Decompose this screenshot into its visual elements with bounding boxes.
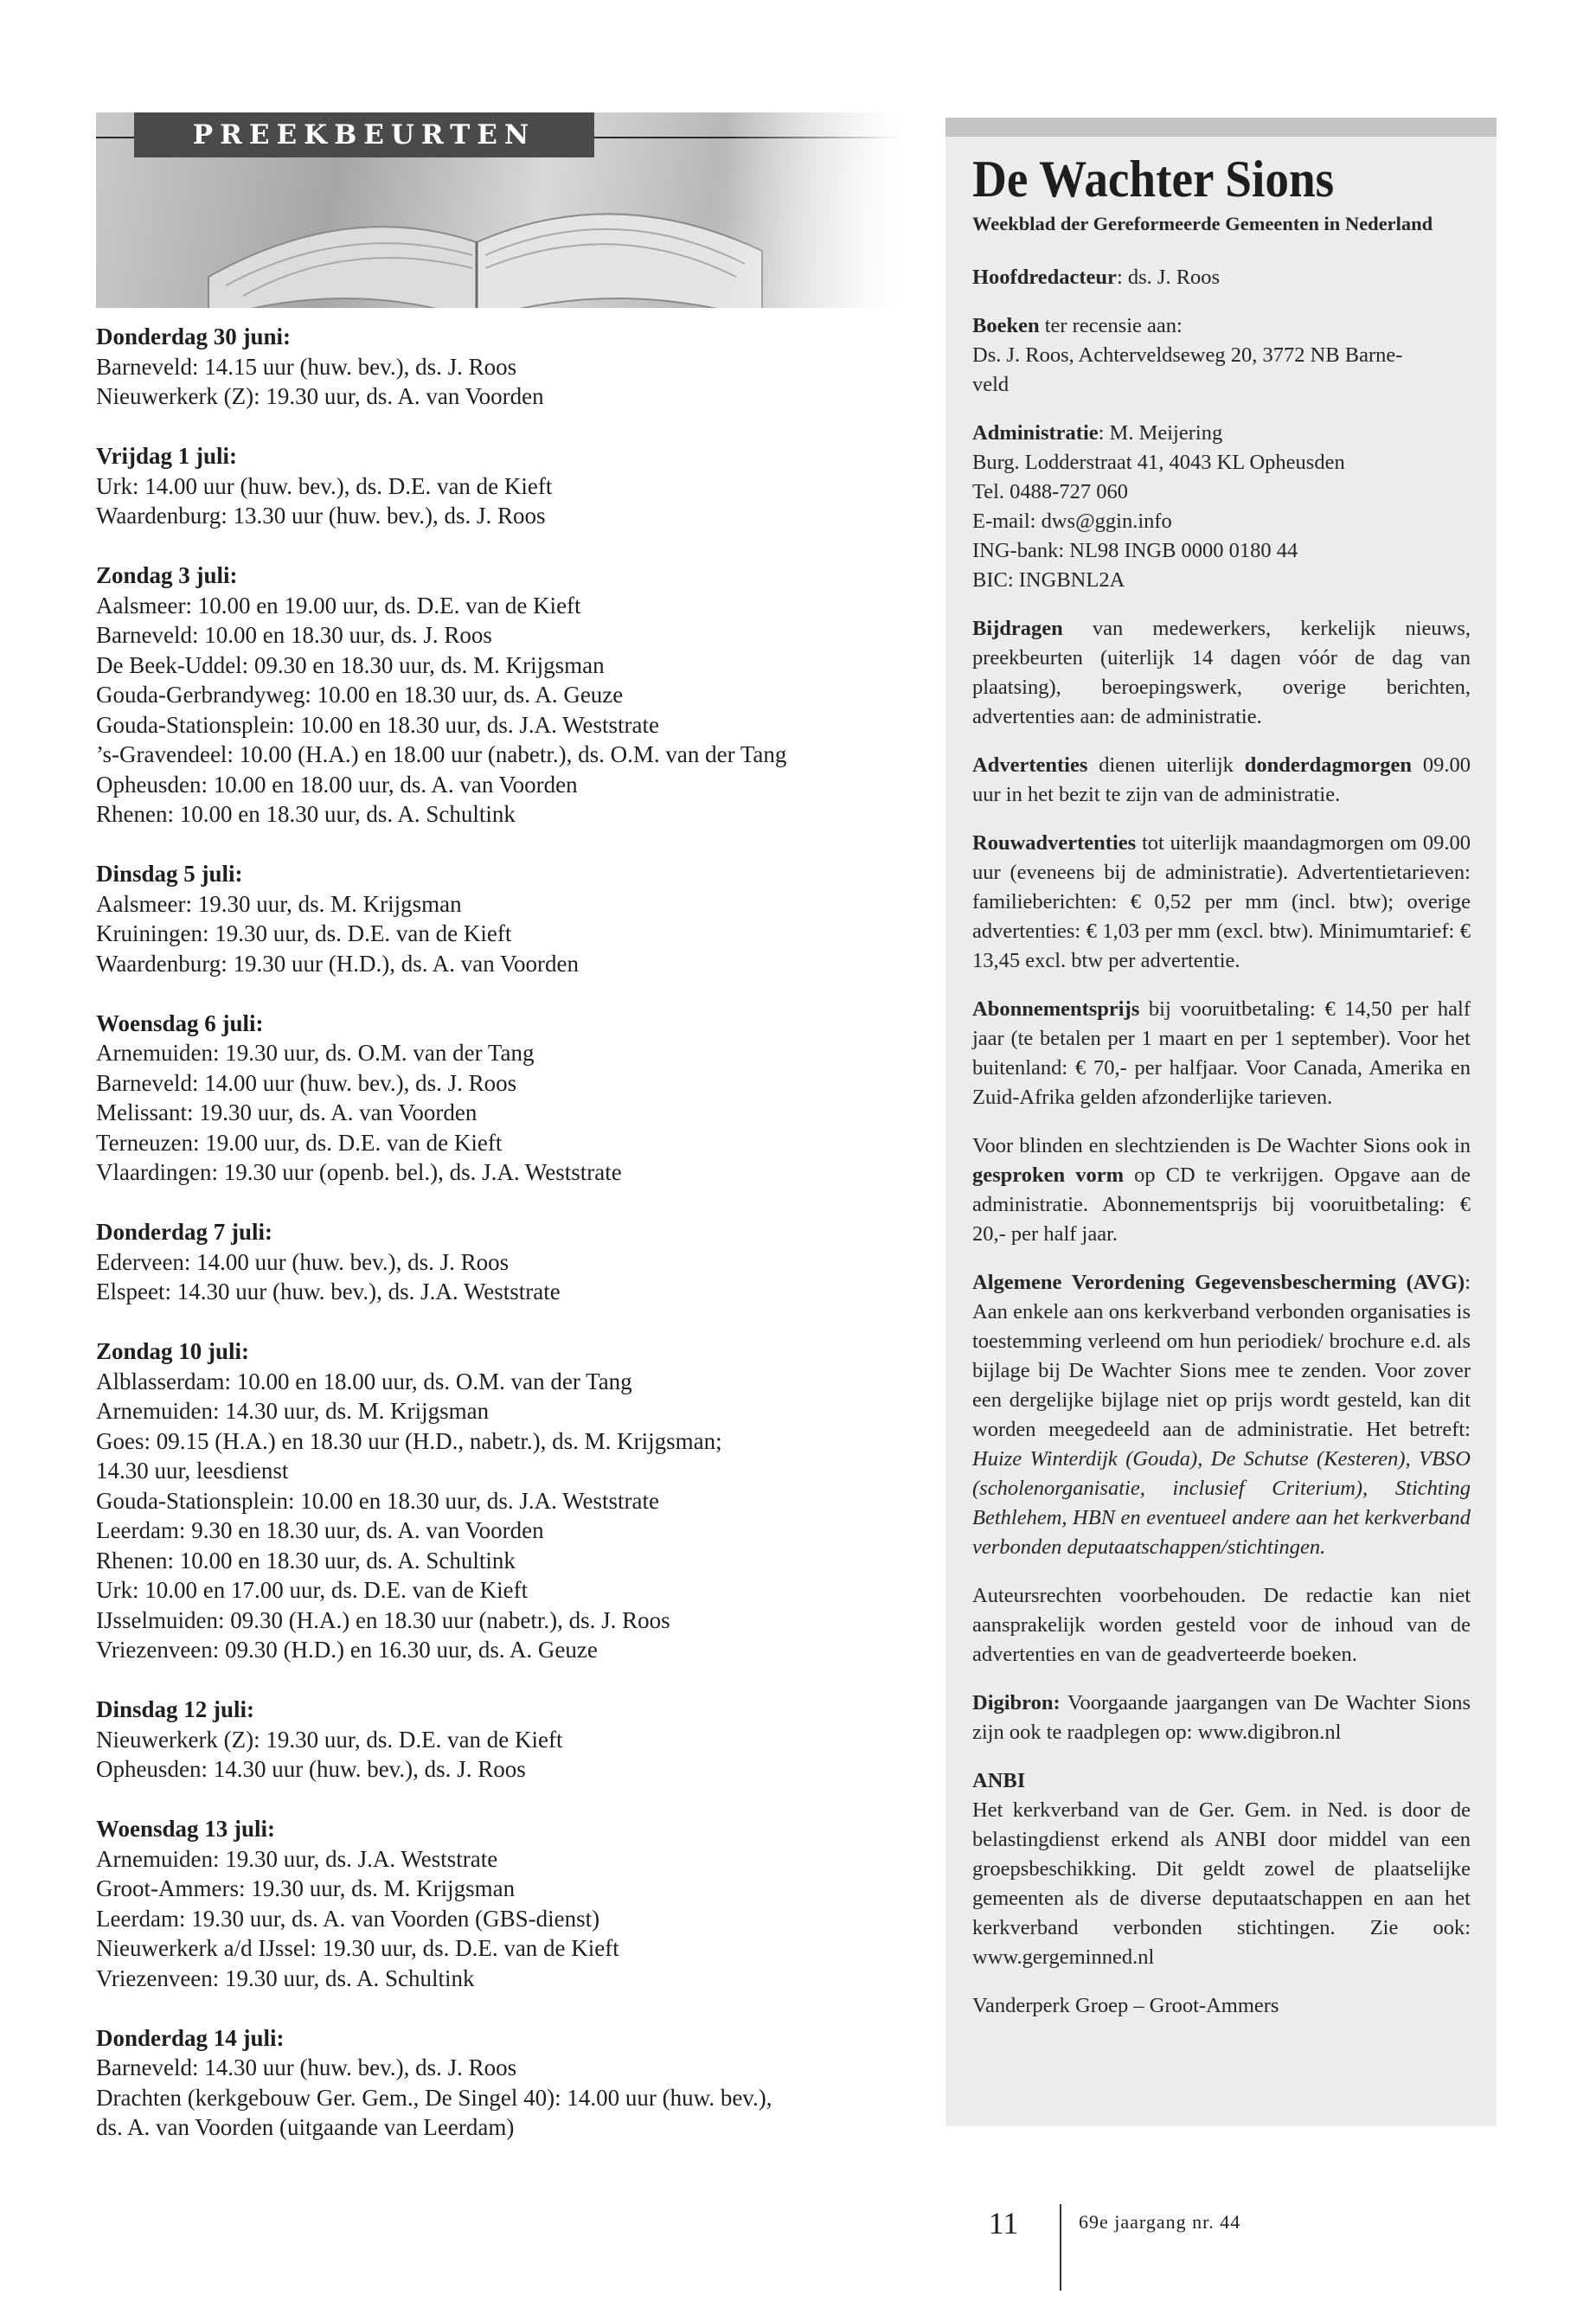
advertisements-block [972, 751, 1471, 810]
subscription-block [972, 995, 1471, 1112]
schedule-day [96, 1217, 909, 1307]
administration-line: E-mail: dws@ggin.info [972, 510, 1172, 533]
administration-line: ING-bank: NL98 INGB 0000 0180 44 [972, 539, 1298, 562]
schedule-entry: Elspeet: 14.30 uur (huw. bev.), ds. J.A. Weststrate [96, 1279, 561, 1304]
books-label: Boeken [972, 314, 1040, 337]
schedule-entry: Waardenburg: 19.30 uur (H.D.), ds. A. van Voorden [96, 950, 579, 977]
mourning-ads-block [972, 829, 1471, 976]
schedule-entry: Nieuwerkerk (Z): 19.30 uur, ds. D.E. van de Kieft [96, 1726, 563, 1753]
schedule-day-title: Dinsdag 5 juli: [96, 861, 243, 887]
schedule-day [96, 441, 909, 531]
colophon-content [972, 149, 1471, 2021]
service-schedule [96, 322, 909, 2172]
schedule-entry: Kruiningen: 19.30 uur, ds. D.E. van de Kieft [96, 920, 512, 946]
privacy-block [972, 1268, 1471, 1562]
schedule-entry: Opheusden: 14.30 uur (huw. bev.), ds. J. Roos [96, 1756, 526, 1782]
schedule-entry: Arnemuiden: 14.30 uur, ds. M. Krijgsman [96, 1398, 490, 1424]
section-title: PREEKBEURTEN [192, 119, 536, 151]
privacy-text: : Aan enkele aan ons kerkverband verbonden organisaties is toestemming verleend om hun periodiek/ brochure e.d. als bijlage bij De Wachter Sions mee te zenden. Voor zover een dergelijke bijlage niet op prijs wordt gesteld, kan dit worden meegedeeld aan de administratie. Het betreft: [972, 1271, 1471, 1441]
schedule-entry: Melissant: 19.30 uur, ds. A. van Voorden [96, 1099, 478, 1125]
mourning-ads-label: Rouwadvertenties [972, 831, 1137, 855]
advertisements-text: dienen uiterlijk [1087, 753, 1245, 777]
schedule-entry: Barneveld: 14.30 uur (huw. bev.), ds. J. Roos [96, 2054, 517, 2080]
schedule-entry: Drachten (kerkgebouw Ger. Gem., De Singel 40): 14.00 uur (huw. bev.), [96, 2084, 772, 2111]
schedule-day [96, 1814, 909, 1993]
volume-info: 69e jaargang nr. 44 [1079, 2211, 1241, 2233]
schedule-entry: Urk: 14.00 uur (huw. bev.), ds. D.E. van de Kieft [96, 472, 553, 499]
administration-block [972, 419, 1471, 595]
contributions-block [972, 614, 1471, 732]
advertisements-text-2: 09.00 uur in het bezit te zijn van de administratie. [972, 753, 1471, 806]
contributions-text: van medewerkers, kerkelijk nieuws, preekbeurten (uiterlijk 14 dagen vóór de dag van plaatsing), beroepingswerk, overige berichten, advertenties aan: de administratie. [972, 617, 1471, 728]
schedule-day-title: Zondag 3 juli: [96, 562, 238, 588]
schedule-entry: Ederveen: 14.00 uur (huw. bev.), ds. J. Roos [96, 1248, 510, 1275]
schedule-day-title: Donderdag 30 juni: [96, 324, 292, 349]
schedule-entry: Barneveld: 10.00 en 18.30 uur, ds. J. Roos [96, 622, 492, 648]
magazine-title: De Wachter Sions [972, 151, 1335, 208]
schedule-entry: Rhenen: 10.00 en 18.30 uur, ds. A. Schultink [96, 1547, 516, 1574]
schedule-entry: Leerdam: 9.30 en 18.30 uur, ds. A. van Voorden [96, 1517, 544, 1543]
books-address-line: veld [972, 373, 1010, 396]
privacy-organisations: Huize Winterdijk (Gouda), De Schutse (Kesteren), VBSO (scholenorganisatie, inclusief Criterium), Stichting Bethlehem, HBN en eventueel andere aan het kerkverband verbonden deputaatschappen/stichtingen. [972, 1447, 1471, 1559]
anbi-text: Het kerkverband van de Ger. Gem. in Ned. is door de belastingdienst erkend als ANBI door middel van een groepsbeschikking. Dit geldt zowel de plaatselijke gemeenten als de diverse deputaatschappen en aan het kerkverband verbonden stichtingen. Zie ook: www.gergeminned.nl [972, 1798, 1471, 1969]
schedule-entry: Gouda-Gerbrandyweg: 10.00 en 18.30 uur, ds. A. Geuze [96, 682, 624, 708]
subscription-text: bij vooruitbetaling: € 14,50 per half jaar (te betalen per 1 maart en per 1 september). Voor het buitenland: € 70,- per halfjaar. Voor Canada, Amerika en Zuid-Afrika gelden afzonderlijke tarieven. [972, 997, 1471, 1109]
schedule-entry: Alblasserdam: 10.00 en 18.00 uur, ds. O.M. van der Tang [96, 1368, 632, 1394]
section-title-box [134, 112, 594, 157]
editor-label: Hoofdredacteur [972, 266, 1117, 289]
schedule-entry: Vlaardingen: 19.30 uur (openb. bel.), ds. J.A. Weststrate [96, 1159, 622, 1185]
schedule-entry: Groot-Ammers: 19.30 uur, ds. M. Krijgsman [96, 1875, 516, 1901]
colophon-top-bar [945, 118, 1497, 137]
schedule-entry: Urk: 10.00 en 17.00 uur, ds. D.E. van de Kieft [96, 1577, 529, 1603]
schedule-entry: Nieuwerkerk a/d IJssel: 19.30 uur, ds. D.E. van de Kieft [96, 1935, 619, 1961]
footer-divider [1060, 2204, 1061, 2291]
schedule-entry: Leerdam: 19.30 uur, ds. A. van Voorden (GBS-dienst) [96, 1905, 600, 1932]
schedule-entry: IJsselmuiden: 09.30 (H.A.) en 18.30 uur (nabetr.), ds. J. Roos [96, 1606, 670, 1633]
administration-line: Burg. Lodderstraat 41, 4043 KL Opheusden [972, 451, 1345, 474]
schedule-day [96, 1009, 909, 1188]
printer-block [972, 1991, 1471, 2021]
anbi-label: ANBI [972, 1769, 1026, 1792]
administration-name: : M. Meijering [1098, 421, 1223, 445]
books-text: ter recensie aan: [1039, 314, 1183, 337]
schedule-day-title: Dinsdag 12 juli: [96, 1696, 255, 1722]
schedule-day-title: Donderdag 7 juli: [96, 1219, 273, 1245]
schedule-day-title: Woensdag 13 juli: [96, 1816, 276, 1842]
page-number: 11 [988, 2206, 1019, 2240]
audio-edition-text-2: op CD te verkrijgen. Opgave aan de administratie. Abonnementsprijs bij vooruitbetaling: € 20,- per half jaar. [972, 1163, 1471, 1246]
section-header-banner [96, 112, 901, 308]
copyright-block [972, 1581, 1471, 1670]
editor-value: : ds. J. Roos [1116, 266, 1221, 289]
schedule-day [96, 1695, 909, 1785]
schedule-day [96, 2023, 909, 2143]
schedule-day [96, 859, 909, 978]
editor-block [972, 263, 1471, 292]
schedule-entry: Barneveld: 14.00 uur (huw. bev.), ds. J. Roos [96, 1069, 517, 1096]
schedule-entry: Arnemuiden: 19.30 uur, ds. J.A. Weststrate [96, 1845, 498, 1872]
books-address-line: Ds. J. Roos, Achterveldseweg 20, 3772 NB Barne- [972, 343, 1403, 367]
mourning-ads-text: tot uiterlijk maandagmorgen om 09.00 uur (eveneens bij de administratie). Advertentietarieven: familieberichten: € 0,52 per mm (incl. btw); overige advertenties: € 1,03 per mm (excl. btw). Minimumtarief: € 13,45 excl. btw per advertentie. [972, 831, 1471, 972]
schedule-entry: Opheusden: 10.00 en 18.00 uur, ds. A. van Voorden [96, 771, 578, 798]
copyright-text: Auteursrechten voorbehouden. De redactie kan niet aansprakelijk worden gesteld voor de inhoud van de advertenties en van de geadverteerde boeken. [972, 1584, 1471, 1666]
schedule-entry: Arnemuiden: 19.30 uur, ds. O.M. van der Tang [96, 1040, 535, 1066]
schedule-day-title: Vrijdag 1 juli: [96, 443, 237, 469]
books-block [972, 311, 1471, 400]
schedule-entry: Barneveld: 14.15 uur (huw. bev.), ds. J. Roos [96, 353, 517, 380]
banner-fade [727, 112, 901, 308]
administration-line: Tel. 0488-727 060 [972, 480, 1128, 503]
administration-line: BIC: INGBNL2A [972, 568, 1125, 592]
schedule-day-title: Donderdag 14 juli: [96, 2024, 285, 2051]
schedule-entry: Waardenburg: 13.30 uur (huw. bev.), ds. J. Roos [96, 503, 546, 529]
schedule-entry: Gouda-Stationsplein: 10.00 en 18.30 uur, ds. J.A. Weststrate [96, 711, 659, 738]
audio-edition-text: Voor blinden en slechtzienden is De Wachter Sions ook in [972, 1134, 1471, 1157]
schedule-day-title: Zondag 10 juli: [96, 1338, 250, 1364]
schedule-entry: ds. A. van Voorden (uitgaande van Leerdam) [96, 2114, 515, 2140]
advertisements-label: Advertenties [972, 753, 1088, 777]
schedule-entry: De Beek-Uddel: 09.30 en 18.30 uur, ds. M. Krijgsman [96, 651, 605, 678]
subscription-label: Abonnementsprijs [972, 997, 1140, 1021]
schedule-entry: Gouda-Stationsplein: 10.00 en 18.30 uur, ds. J.A. Weststrate [96, 1487, 659, 1514]
schedule-entry: Aalsmeer: 10.00 en 19.00 uur, ds. D.E. van de Kieft [96, 592, 581, 619]
advertisements-deadline: donderdagmorgen [1244, 753, 1413, 777]
printer-text: Vanderperk Groep – Groot-Ammers [972, 1994, 1279, 2017]
digibron-text: Voorgaande jaargangen van De Wachter Sions zijn ook te raadplegen op: www.digibron.nl [972, 1691, 1471, 1744]
anbi-block [972, 1766, 1471, 1972]
schedule-entry: Vriezenveen: 09.30 (H.D.) en 16.30 uur, ds. A. Geuze [96, 1637, 598, 1663]
schedule-entry: ’s-Gravendeel: 10.00 (H.A.) en 18.00 uur (nabetr.), ds. O.M. van der Tang [96, 741, 787, 767]
schedule-day [96, 322, 909, 412]
schedule-day [96, 561, 909, 830]
schedule-entry: Aalsmeer: 19.30 uur, ds. M. Krijgsman [96, 890, 462, 917]
audio-edition-block [972, 1131, 1471, 1249]
schedule-entry: Nieuwerkerk (Z): 19.30 uur, ds. A. van Voorden [96, 383, 544, 409]
administration-label: Administratie [972, 421, 1099, 445]
digibron-block [972, 1689, 1471, 1747]
contributions-label: Bijdragen [972, 617, 1063, 640]
schedule-entry: Vriezenveen: 19.30 uur, ds. A. Schultink [96, 1965, 475, 1991]
digibron-label: Digibron: [972, 1691, 1061, 1715]
magazine-subtitle: Weekblad der Gereformeerde Gemeenten in Nederland [972, 213, 1433, 234]
schedule-entry: Goes: 09.15 (H.A.) en 18.30 uur (H.D., nabetr.), ds. M. Krijgsman; [96, 1427, 722, 1454]
audio-edition-highlight: gesproken vorm [972, 1163, 1124, 1187]
schedule-entry: Rhenen: 10.00 en 18.30 uur, ds. A. Schultink [96, 801, 516, 827]
schedule-entry: 14.30 uur, leesdienst [96, 1458, 289, 1484]
open-book-image [191, 147, 779, 308]
schedule-day-title: Woensdag 6 juli: [96, 1009, 264, 1036]
schedule-entry: Terneuzen: 19.00 uur, ds. D.E. van de Kieft [96, 1129, 503, 1156]
schedule-day [96, 1336, 909, 1665]
privacy-label: Algemene Verordening Gegevensbescherming (AVG) [972, 1271, 1465, 1294]
